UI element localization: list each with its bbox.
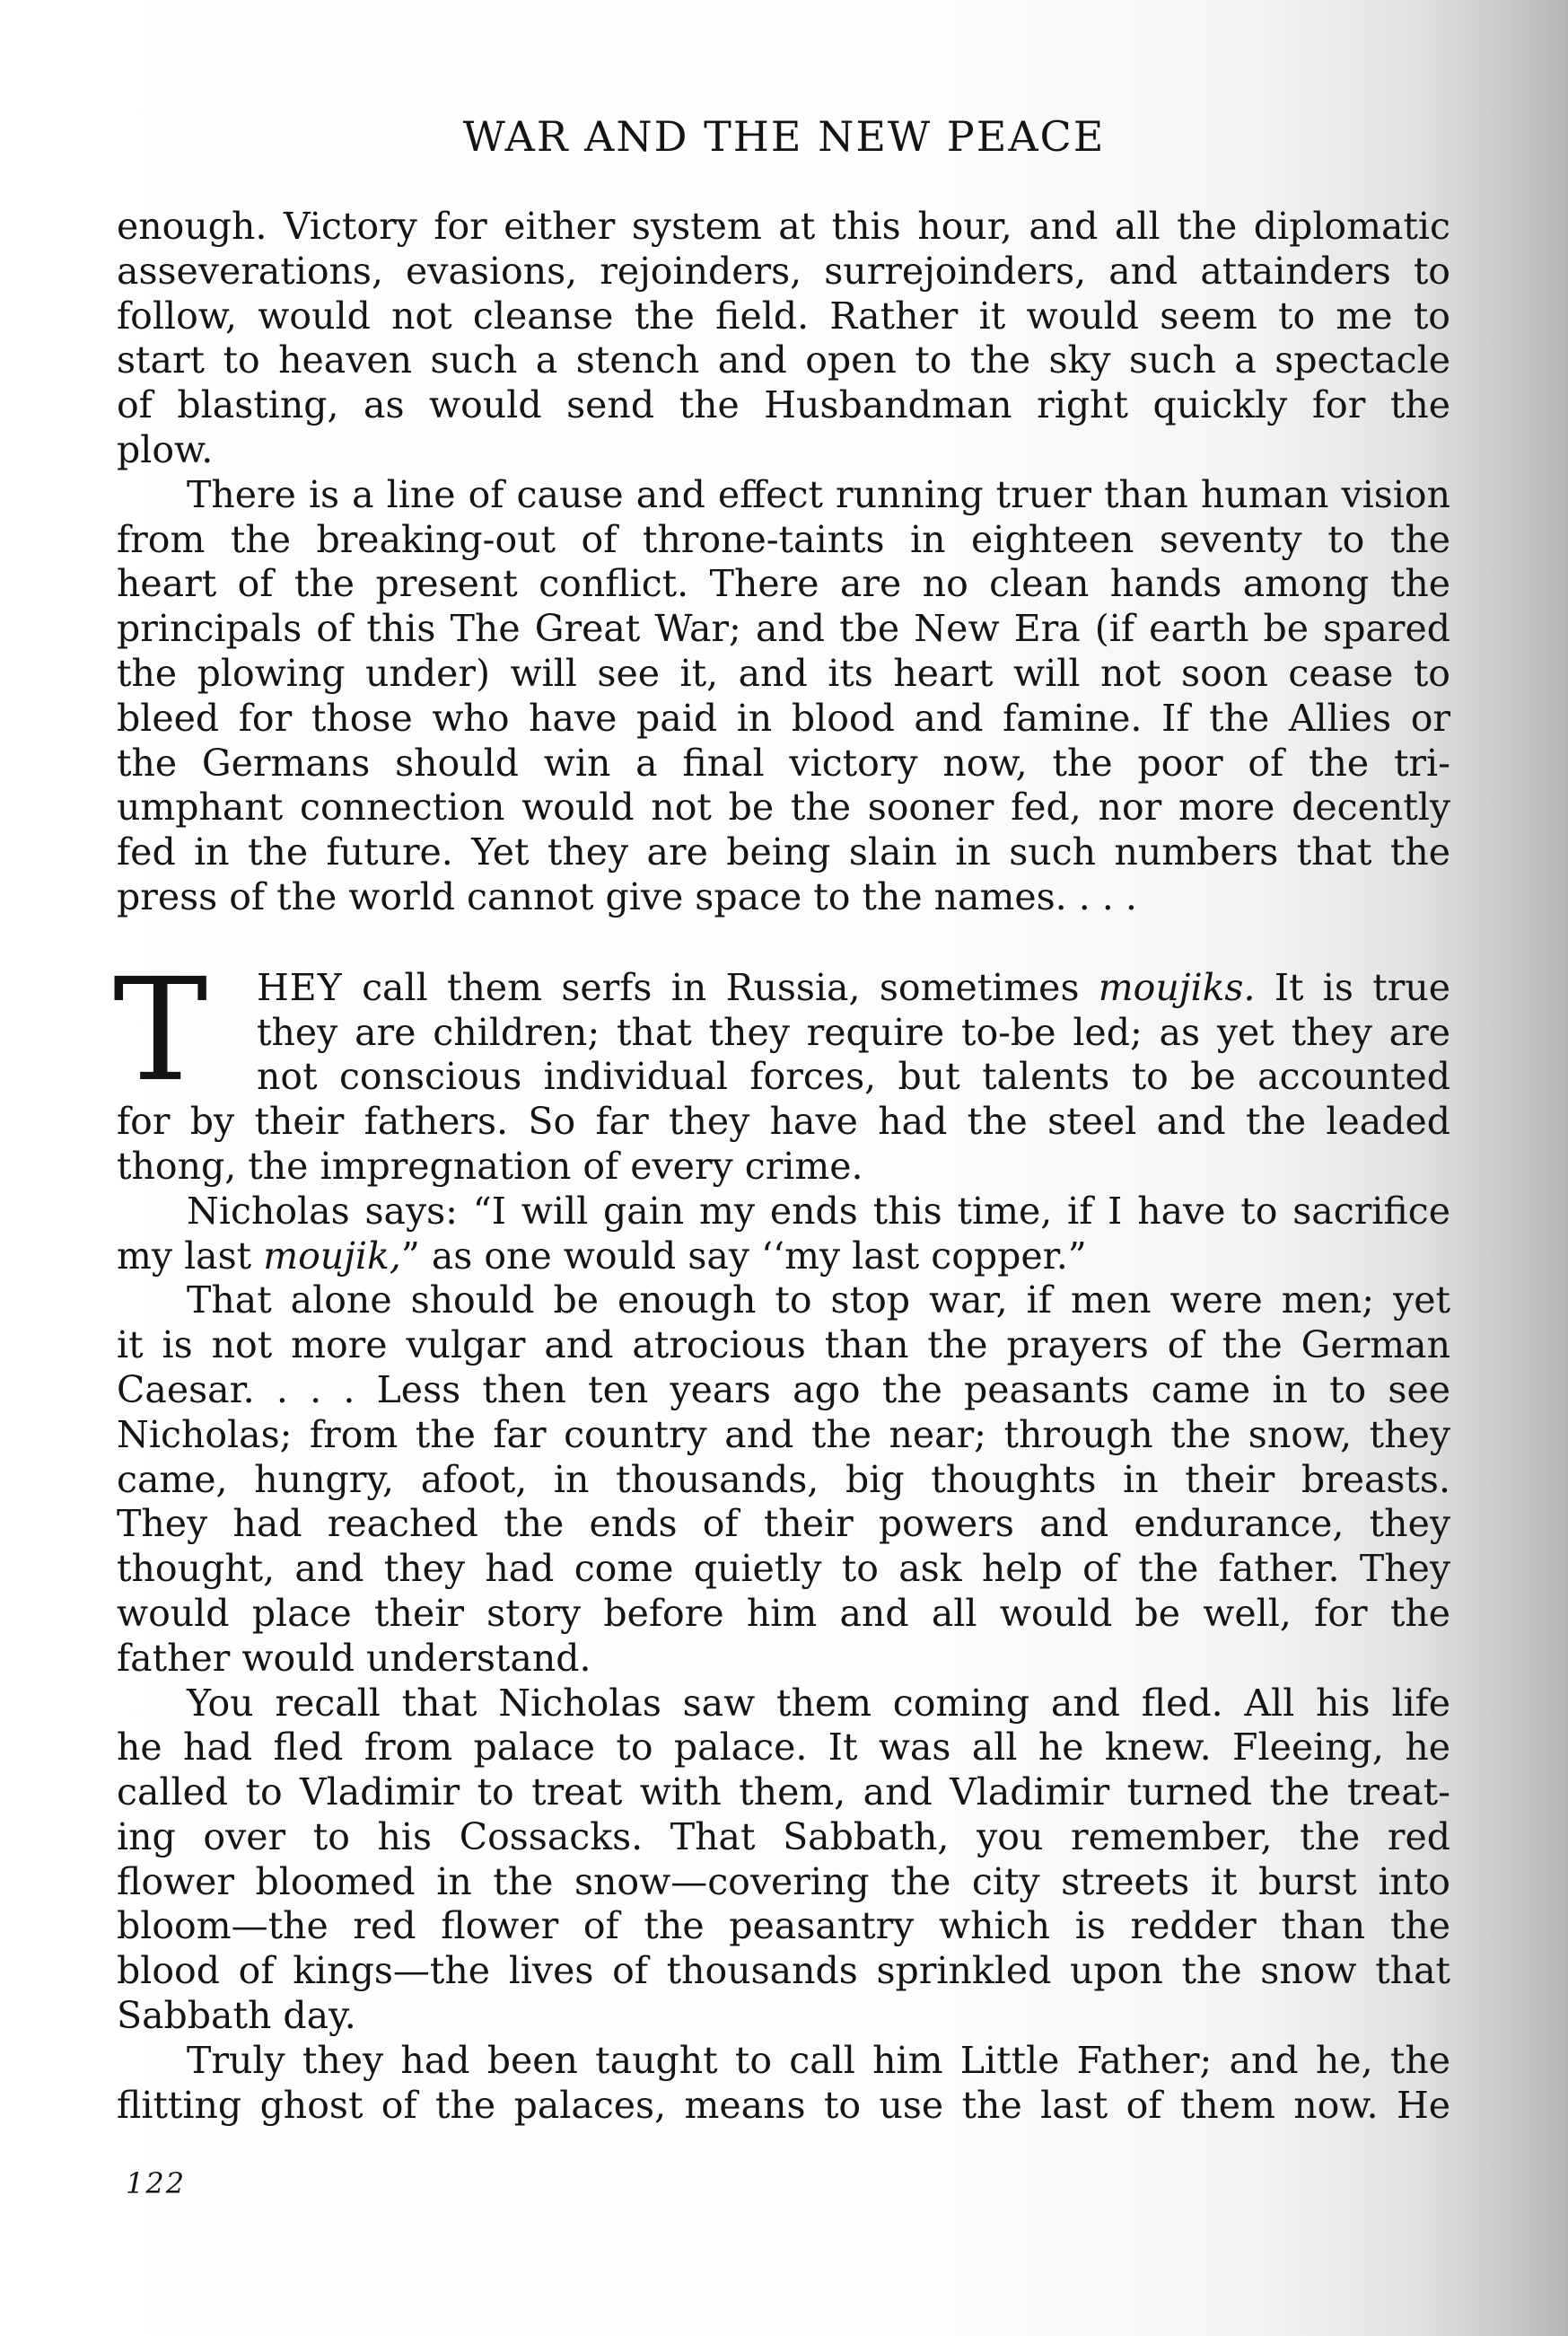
text-line: start to heaven such a stench and open to the sky such a spectacle: [117, 338, 1450, 382]
paragraph-drop-cap: [113, 947, 1451, 1190]
text-line: it is not more vulgar and atrocious than the prayers of the German: [117, 1323, 1450, 1367]
text-line: from the breaking-out of throne-taints in eighteen seventy to the: [117, 517, 1450, 561]
text-line: ing over to his Cossacks. That Sabbath, you remember, the red: [117, 1814, 1450, 1858]
text-line: follow, would not cleanse the field. Rather it would seem to me to: [117, 294, 1450, 338]
text-line: came, hungry, afoot, in thousands, big thoughts in their breasts.: [117, 1457, 1450, 1501]
text-span: my last: [117, 1234, 264, 1278]
section-break: [117, 920, 1450, 966]
drop-cap: T: [113, 947, 208, 1113]
text-span: ” as one would say ‘‘my last copper.”: [400, 1234, 1087, 1278]
text-line: fed in the future. Yet they are being slain in such numbers that the: [117, 830, 1450, 874]
text-line: [117, 1234, 1450, 1279]
paragraph: [117, 473, 1450, 920]
small-caps-word: HEY: [257, 965, 343, 1009]
paragraph: [117, 1278, 1450, 1681]
text-line: bloom—the red flower of the peasantry which is redder than the: [117, 1904, 1450, 1948]
text-line: would place their story before him and all would be well, for the: [117, 1591, 1450, 1635]
italic-word: moujiks.: [1098, 965, 1256, 1009]
text-line: They had reached the ends of their powers and endurance, they: [117, 1502, 1450, 1546]
text-line: father would understand.: [117, 1636, 591, 1680]
text-line: Nicholas; from the far country and the near; through the snow, they: [117, 1412, 1450, 1456]
text-line: the Germans should win a final victory now, the poor of the tri-: [117, 741, 1450, 785]
text-line: principals of this The Great War; and tbe New Era (if earth be spared: [117, 607, 1450, 651]
running-head: WAR AND THE NEW PEACE: [462, 112, 1106, 161]
text-line: Truly they had been taught to call him Little Father; and he, the: [187, 2038, 1450, 2082]
text-line: press of the world cannot give space to the names. . . .: [117, 874, 1137, 918]
text-line: bleed for those who have paid in blood and famine. If the Allies or: [117, 696, 1450, 740]
text-line: he had fled from palace to palace. It was all he knew. Fleeing, he: [117, 1726, 1450, 1770]
text-line: flower bloomed in the snow—covering the city streets it burst into: [117, 1859, 1450, 1903]
italic-word: moujik,: [263, 1234, 401, 1278]
text-line: Nicholas says: “I will gain my ends this time, if I have to sacrifice: [187, 1189, 1450, 1233]
text-span: It is true: [1255, 965, 1451, 1009]
text-line: not conscious individual forces, but talents to be accounted: [257, 1055, 1450, 1099]
text-line: There is a line of cause and effect running truer than human vision: [187, 472, 1450, 516]
body-text: [113, 205, 1451, 2128]
text-line: the plowing under) will see it, and its heart will not soon cease to: [117, 651, 1450, 695]
text-line: Caesar. . . . Less then ten years ago the peasants came in to see: [117, 1367, 1450, 1411]
text-line: asseverations, evasions, rejoinders, surrejoinders, and attainders to: [117, 249, 1450, 293]
text-line: You recall that Nicholas saw them coming and fled. All his life: [187, 1681, 1450, 1725]
page-number: 122: [126, 2166, 187, 2200]
text-line: blood of kings—the lives of thousands sprinkled upon the snow that: [117, 1949, 1450, 1993]
text-span: call them serfs in Russia, sometimes: [342, 965, 1099, 1009]
text-line: of blasting, as would send the Husbandman right quickly for the: [117, 383, 1450, 427]
text-line: umphant connection would not be the sooner fed, nor more decently: [117, 786, 1450, 830]
paragraph: [117, 1190, 1450, 1279]
text-line: plow.: [117, 427, 214, 471]
text-line: thought, and they had come quietly to ask help of the father. They: [117, 1547, 1450, 1591]
text-line: [117, 966, 1450, 1011]
paragraph-continued: [117, 205, 1450, 473]
paragraph: [117, 2039, 1450, 2129]
text-line: flitting ghost of the palaces, means to use the last of them now. He: [117, 2083, 1450, 2127]
text-line: they are children; that they require to-be led; as yet they are: [257, 1010, 1450, 1054]
text-line: heart of the present conflict. There are no clean hands among the: [117, 562, 1450, 606]
text-line: thong, the impregnation of every crime.: [117, 1144, 863, 1188]
text-line: enough. Victory for either system at this hour, and all the diplomatic: [117, 205, 1450, 248]
paragraph: [117, 1682, 1450, 2039]
text-line: called to Vladimir to treat with them, and Vladimir turned the treat-: [117, 1770, 1450, 1814]
text-line: Sabbath day.: [117, 1994, 356, 2038]
text-line: for by their fathers. So far they have had the steel and the leaded: [117, 1100, 1450, 1144]
text-line: That alone should be enough to stop war, if men were men; yet: [187, 1278, 1450, 1322]
